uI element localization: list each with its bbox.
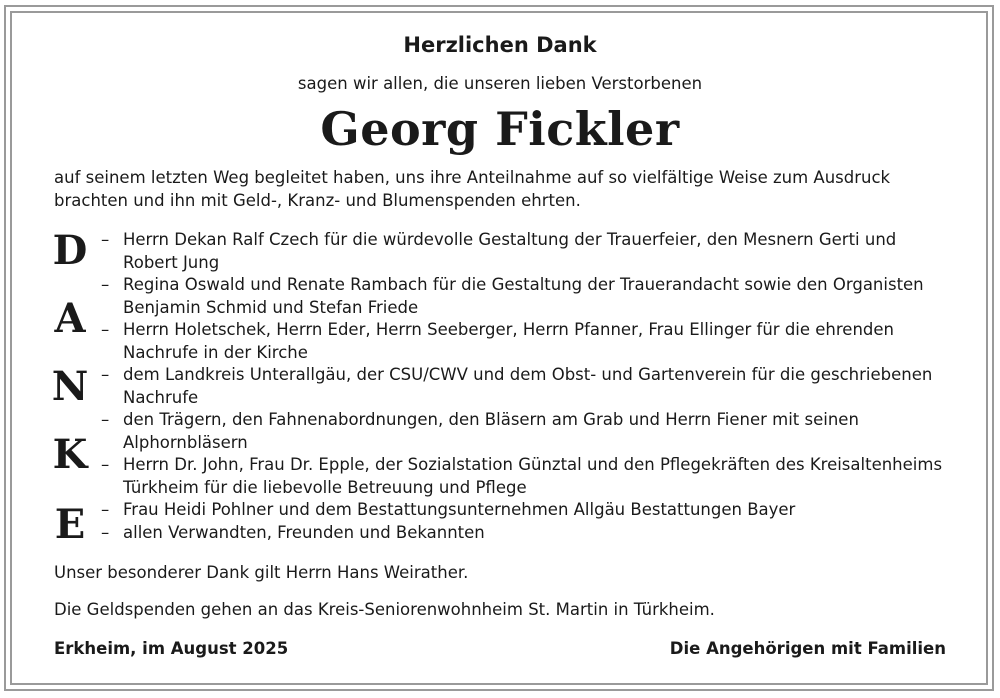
- thanks-item: – Herrn Dr. John, Frau Dr. Epple, der Sozialstation Günztal und den Pflegekräften des Kreisaltenheims Türkheim für die liebevolle Betreuung und Pflege: [101, 454, 951, 499]
- thanks-item: – Herrn Dekan Ralf Czech für die würdevolle Gestaltung der Trauerfeier, den Mesnern Gerti und Robert Jung: [101, 229, 951, 274]
- danke-letter-n: N: [51, 363, 89, 410]
- danke-letter-k: K: [52, 431, 88, 478]
- place-date: Erkheim, im August 2025: [54, 639, 289, 658]
- intro-text: auf seinem letzten Weg begleitet haben, uns ihre Anteilnahme auf so vielfältige Weise zum Ausdruck brachten und ihn mit Geld-, Kranz- und Blumenspenden ehrten.: [54, 168, 891, 210]
- thanks-item: – den Trägern, den Fahnenabordnungen, den Bläsern am Grab und Herrn Fiener mit seinen Alphornbläsern: [101, 409, 951, 454]
- deceased-name: Georg Fickler: [320, 102, 680, 156]
- special-thanks: Unser besonderer Dank gilt Herrn Hans Weirather.: [54, 563, 469, 582]
- thanks-item: – Frau Heidi Pohlner und dem Bestattungsunternehmen Allgäu Bestattungen Bayer: [101, 499, 951, 522]
- danke-letter-a: A: [54, 295, 86, 342]
- thanks-item: – Regina Oswald und Renate Rambach für die Gestaltung der Trauerandacht sowie den Organisten Benjamin Schmid und Stefan Friede: [101, 274, 951, 319]
- thanks-list: [101, 229, 951, 544]
- signature: Die Angehörigen mit Familien: [669, 639, 946, 658]
- thanks-item: – dem Landkreis Unterallgäu, der CSU/CWV und dem Obst- und Gartenverein für die geschriebenen Nachrufe: [101, 364, 951, 409]
- donations-note: Die Geldspenden gehen an das Kreis-Seniorenwohnheim St. Martin in Türkheim.: [54, 600, 715, 619]
- danke-letter-e: E: [54, 501, 86, 548]
- danke-letter-d: D: [52, 227, 88, 274]
- thanks-item: – Herrn Holetschek, Herrn Eder, Herrn Seeberger, Herrn Pfanner, Frau Ellinger für die ehrenden Nachrufe in der Kirche: [101, 319, 951, 364]
- thanks-item: – allen Verwandten, Freunden und Bekannten: [101, 522, 951, 545]
- subheading: sagen wir allen, die unseren lieben Verstorbenen: [297, 74, 703, 93]
- heading: Herzlichen Dank: [403, 33, 597, 57]
